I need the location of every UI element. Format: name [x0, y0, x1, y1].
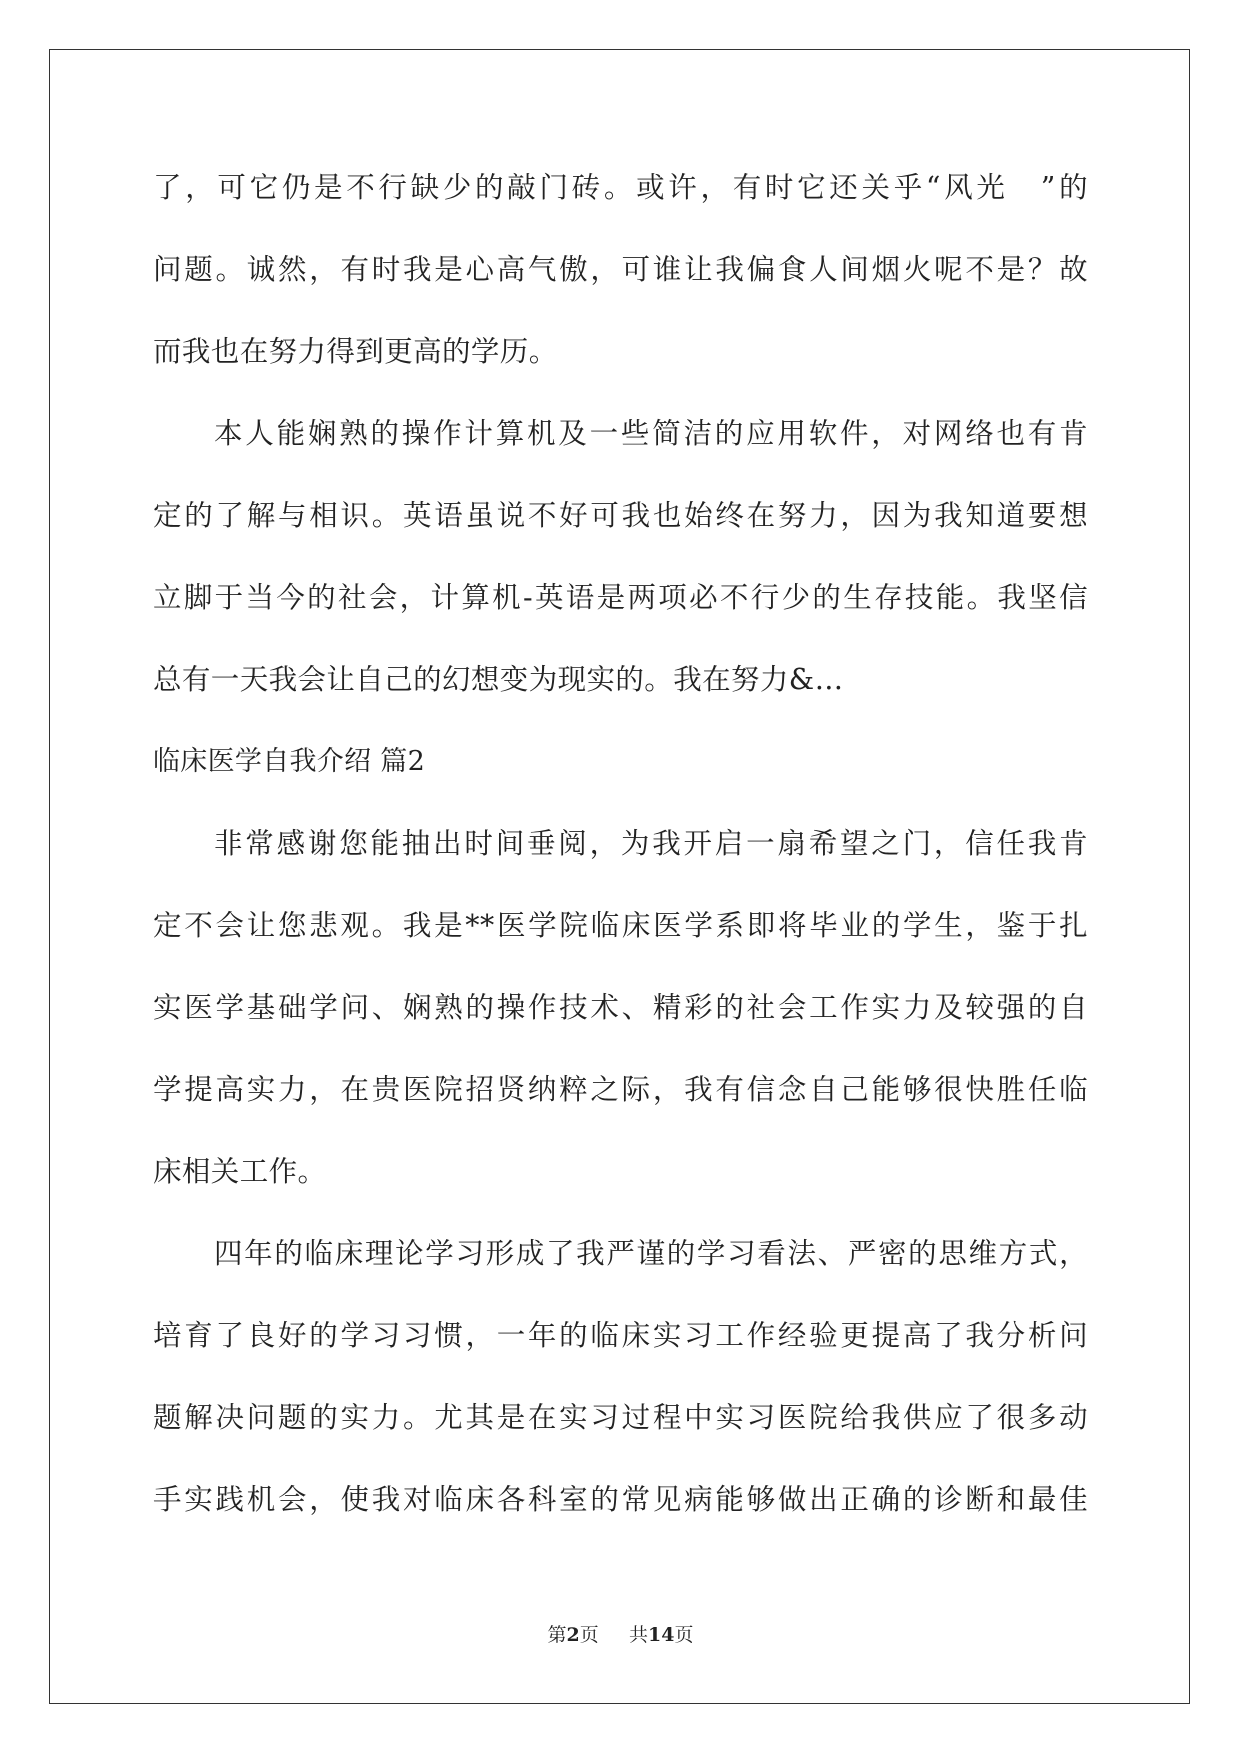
paragraph-line: 实医学基础学问、娴熟的操作技术、精彩的社会工作实力及较强的自 — [153, 991, 1088, 1024]
paragraph-line: 培育了良好的学习习惯，一年的临床实习工作经验更提高了我分析问 — [153, 1319, 1088, 1352]
paragraph-line: 了，可它仍是不行缺少的敲门砖。或许，有时它还关乎“风光 ”的 — [153, 171, 1088, 204]
paragraph-line: 本人能娴熟的操作计算机及一些简洁的应用软件，对网络也有肯 — [214, 417, 1088, 450]
paragraph-line: 学提高实力，在贵医院招贤纳粹之际，我有信念自己能够很快胜任临 — [153, 1073, 1088, 1106]
page-total — [629, 1620, 693, 1647]
paragraph-line: 定的了解与相识。英语虽说不好可我也始终在努力，因为我知道要想 — [153, 499, 1088, 532]
paragraph-line: 非常感谢您能抽出时间垂阅，为我开启一扇希望之门，信任我肯 — [214, 827, 1088, 860]
paragraph-line: 而我也在努力得到更高的学历。 — [153, 335, 558, 368]
paragraph-line: 总有一天我会让自己的幻想变为现实的。我在努力&… — [153, 663, 844, 696]
total-pages: 14 — [648, 1624, 675, 1646]
paragraph-line: 手实践机会，使我对临床各科室的常见病能够做出正确的诊断和最佳 — [153, 1483, 1088, 1516]
page-prefix: 第 — [547, 1624, 567, 1646]
paragraph-line: 立脚于当今的社会，计算机-英语是两项必不行少的生存技能。我坚信 — [153, 581, 1088, 614]
current-page: 2 — [566, 1624, 580, 1646]
paragraph-line: 问题。诚然，有时我是心高气傲，可谁让我偏食人间烟火呢不是？故 — [153, 253, 1088, 286]
document-body — [153, 158, 1088, 1552]
section-heading: 临床医学自我介绍 篇2 — [153, 746, 426, 777]
page-suffix: 页 — [579, 1624, 599, 1646]
paragraph-line: 四年的临床理论学习形成了我严谨的学习看法、严密的思维方式， — [214, 1237, 1088, 1270]
page-footer — [0, 1620, 1241, 1647]
paragraph-line: 定不会让您悲观。我是**医学院临床医学系即将毕业的学生，鉴于扎 — [153, 909, 1088, 942]
paragraph-line: 题解决问题的实力。尤其是在实习过程中实习医院给我供应了很多动 — [153, 1401, 1088, 1434]
total-prefix: 共 — [628, 1624, 648, 1646]
paragraph-line: 床相关工作。 — [153, 1155, 327, 1188]
page-number — [548, 1620, 599, 1647]
total-suffix: 页 — [674, 1624, 694, 1646]
